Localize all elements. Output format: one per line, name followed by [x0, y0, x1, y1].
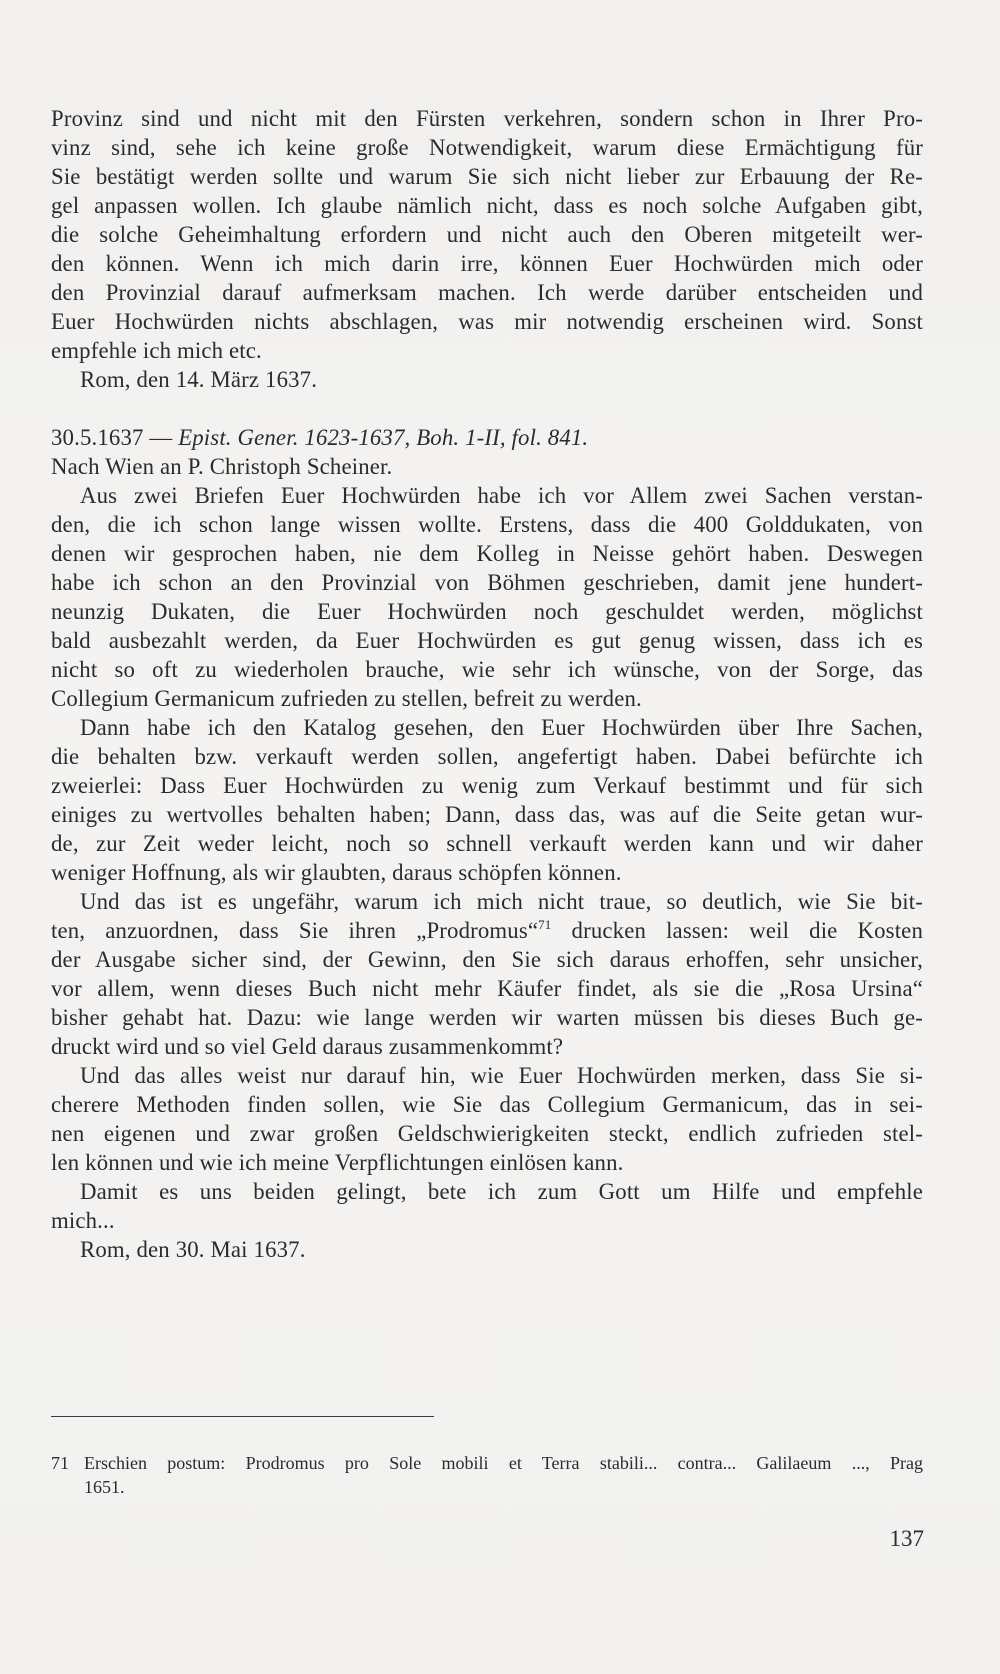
text-line: die behalten bzw. verkauft werden sollen, angefertigt haben. Dabei befürchte ich [51, 744, 923, 769]
text-line: Sie bestätigt werden sollte und warum Sie sich nicht lieber zur Erbauung der Re- [51, 164, 923, 189]
main-text [51, 104, 923, 1264]
paragraph [51, 887, 923, 1061]
text-line: vor allem, wenn dieses Buch nicht mehr Käufer findet, als sie die „Rosa Ursina“ [51, 976, 923, 1001]
footnote [51, 1451, 923, 1499]
text-line: Euer Hochwürden nichts abschlagen, was mir notwendig erscheinen wird. Sonst [51, 309, 923, 334]
footnote-number: 71 [51, 1453, 69, 1473]
text-line: nicht so oft zu wiederholen brauche, wie sehr ich wünsche, von der Sorge, das [51, 657, 923, 682]
text-line: nen eigenen und zwar großen Geldschwierigkeiten steckt, endlich zufrieden stel- [51, 1121, 923, 1146]
text-line: habe ich schon an den Provinzial von Böhmen geschrieben, damit jene hundert- [51, 570, 923, 595]
letter-date: Rom, den 14. März 1637. [80, 367, 318, 392]
text-line: bisher gehabt hat. Dazu: wie lange werden wir warten müssen bis dieses Buch ge- [51, 1005, 923, 1030]
text-line-with-footnote [51, 916, 923, 945]
text-line: neunzig Dukaten, die Euer Hochwürden noch geschuldet werden, möglichst [51, 599, 923, 624]
paragraph [51, 713, 923, 887]
text-line: Und das alles weist nur darauf hin, wie Euer Hochwürden merken, dass Sie si- [80, 1063, 923, 1088]
heading-source: Epist. Gener. 1623-1637, Boh. 1-II, fol. 841. [178, 425, 589, 450]
text-line: zweierlei: Dass Euer Hochwürden zu wenig zum Verkauf bestimmt und für sich [51, 773, 923, 798]
text-line: den Provinzial darauf aufmerksam machen. Ich werde darüber entscheiden und [51, 280, 923, 305]
letter-recipient: Nach Wien an P. Christoph Scheiner. [51, 454, 393, 479]
paragraph [51, 1061, 923, 1177]
text-line: Damit es uns beiden gelingt, bete ich zum Gott um Hilfe und empfehle [80, 1179, 923, 1204]
text-line: die solche Geheimhaltung erfordern und nicht auch den Oberen mitgeteilt wer- [51, 222, 923, 247]
text-line: vinz sind, sehe ich keine große Notwendigkeit, warum diese Ermächtigung für [51, 135, 923, 160]
text-line: len können und wie ich meine Verpflichtungen einlösen kann. [51, 1150, 624, 1175]
footnote-line [51, 1451, 923, 1475]
footnote-text-continued: 1651. [84, 1477, 125, 1497]
text-line: der Ausgabe sicher sind, der Gewinn, den Sie sich daraus erhoffen, sehr unsicher, [51, 947, 923, 972]
paragraph [51, 481, 923, 713]
text-line: mich... [51, 1208, 115, 1233]
text-line: weniger Hoffnung, als wir glaubten, daraus schöpfen können. [51, 860, 622, 885]
text-line: druckt wird und so viel Geld daraus zusammenkommt? [51, 1034, 564, 1059]
text-segment: ten, anzuordnen, dass Sie ihren „Prodromus“ [51, 918, 539, 943]
footnote-reference: 71 [538, 917, 552, 932]
footnote-text: Erschien postum: Prodromus pro Sole mobili et Terra stabili... contra... Galilaeum ..., Prag [84, 1453, 923, 1473]
paragraph-letter-end [51, 104, 923, 365]
text-line: Aus zwei Briefen Euer Hochwürden habe ich vor Allem zwei Sachen verstan- [80, 483, 923, 508]
text-line: den können. Wenn ich mich darin irre, können Euer Hochwürden mich oder [51, 251, 923, 276]
text-line: Und das ist es ungefähr, warum ich mich nicht traue, so deutlich, wie Sie bit- [80, 889, 923, 914]
page-number: 137 [889, 1526, 924, 1551]
text-line: Collegium Germanicum zufrieden zu stellen, befreit zu werden. [51, 686, 642, 711]
text-line: empfehle ich mich etc. [51, 338, 262, 363]
paragraph [51, 1177, 923, 1235]
footnote-divider [51, 1416, 434, 1417]
text-line: cherere Methoden finden sollen, wie Sie das Collegium Germanicum, das in sei- [51, 1092, 923, 1117]
text-line: denen wir gesprochen haben, nie dem Kolleg in Neisse gehört haben. Deswegen [51, 541, 923, 566]
text-line: Provinz sind und nicht mit den Fürsten verkehren, sondern schon in Ihrer Pro- [51, 106, 923, 131]
letter-heading [51, 423, 923, 452]
text-line: einiges zu wertvolles behalten haben; Dann, dass das, was auf die Seite getan wur- [51, 802, 923, 827]
text-line: gel anpassen wollen. Ich glaube nämlich nicht, dass es noch solche Aufgaben gibt, [51, 193, 923, 218]
heading-date: 30.5.1637 — [51, 425, 179, 450]
text-line: bald ausbezahlt werden, da Euer Hochwürden es gut genug wissen, dass ich es [51, 628, 923, 653]
text-line: Dann habe ich den Katalog gesehen, den Euer Hochwürden über Ihre Sachen, [80, 715, 923, 740]
text-line: den, die ich schon lange wissen wollte. Erstens, dass die 400 Golddukaten, von [51, 512, 923, 537]
text-line: de, zur Zeit weder leicht, noch so schnell verkauft werden kann und wir daher [51, 831, 923, 856]
spacer [51, 394, 923, 423]
text-segment: drucken lassen: weil die Kosten [551, 918, 924, 943]
letter-date: Rom, den 30. Mai 1637. [80, 1237, 306, 1262]
